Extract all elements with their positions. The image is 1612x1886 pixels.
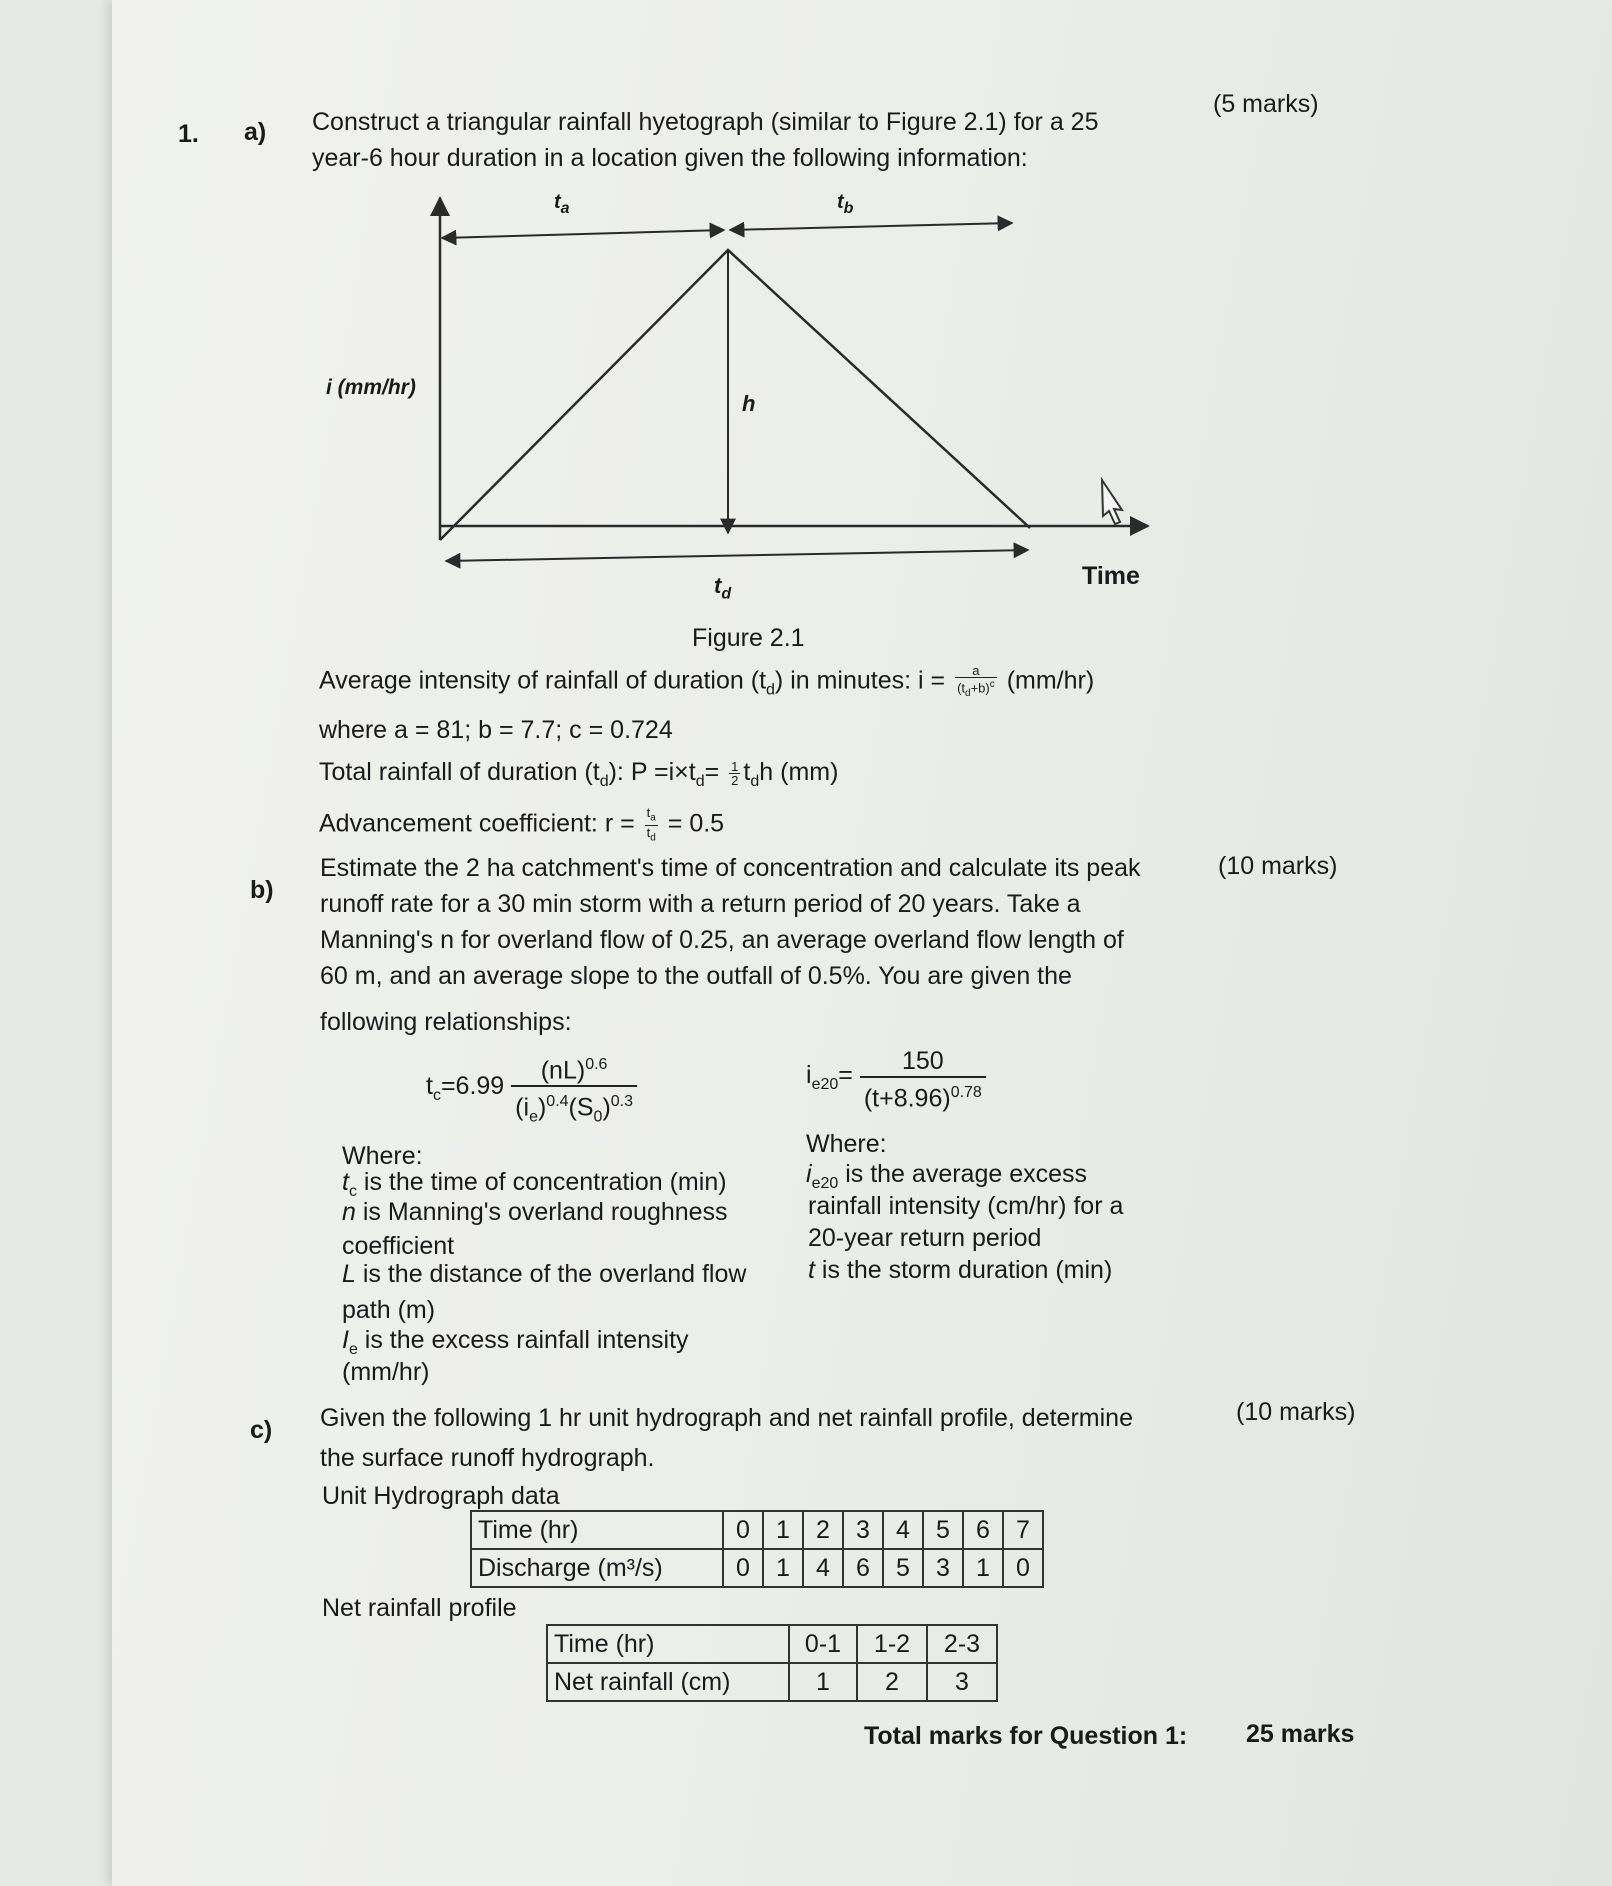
uh-time-cell: 7 — [1003, 1511, 1043, 1549]
uh-discharge-cell: 0 — [723, 1549, 763, 1587]
uh-time-cell: 1 — [763, 1511, 803, 1549]
part-b-line3: Manning's n for overland flow of 0.25, an average overland flow length of — [320, 926, 1124, 954]
part-a-marks: (5 marks) — [1213, 90, 1319, 118]
part-a-line2: year-6 hour duration in a location given the following information: — [312, 144, 1028, 172]
uh-discharge-cell: 3 — [923, 1549, 963, 1587]
net-rainfall-title: Net rainfall profile — [322, 1594, 517, 1622]
uh-discharge-cell: 0 — [1003, 1549, 1043, 1587]
nr-time-cell: 1-2 — [857, 1625, 927, 1663]
where-left-tc: $t_c$ is the time of concentration (min) — [342, 1168, 727, 1200]
where-left-units: (mm/hr) — [342, 1358, 430, 1386]
unit-hydrograph-title: Unit Hydrograph data — [322, 1482, 560, 1510]
where-left-n: n is Manning's overland roughness — [342, 1198, 728, 1226]
where-left-path: path (m) — [342, 1296, 436, 1324]
intensity-formula: Average intensity of rainfall of duration $(t_d)$ in minutes: i = $\frac{a}{(t_d+b)^c}$ (mm/hr) — [319, 663, 1095, 699]
height-label: h — [742, 391, 756, 416]
where-right-intensity: rainfall intensity (cm/hr) for a — [808, 1192, 1124, 1220]
td-label: $t_d$ — [714, 573, 732, 603]
uh-time-cell: 4 — [883, 1511, 923, 1549]
x-axis-label: Time — [1082, 562, 1140, 590]
uh-time-cell: 6 — [963, 1511, 1003, 1549]
where-left-coefficient: coefficient — [342, 1232, 455, 1260]
nr-time-header: Time (hr) — [547, 1625, 789, 1663]
uh-time-cell: 2 — [803, 1511, 843, 1549]
ta-arrow — [442, 230, 724, 238]
total-marks-label: Total marks for Question 1: — [864, 1722, 1188, 1750]
where-right-period: 20-year return period — [808, 1224, 1042, 1252]
uh-discharge-cell: 1 — [763, 1549, 803, 1587]
nr-time-cell: 2-3 — [927, 1625, 997, 1663]
table-row — [471, 1549, 1043, 1587]
td-arrow — [446, 550, 1028, 561]
part-b-label: b) — [250, 876, 274, 904]
question-number: 1. — [178, 120, 199, 148]
coefficients-text: where a = 81; b = 7.7; c = 0.724 — [319, 716, 673, 744]
part-b-marks: (10 marks) — [1218, 852, 1338, 880]
where-right-title: Where: — [806, 1130, 887, 1158]
total-marks-value: 25 marks — [1246, 1720, 1355, 1748]
part-c-label: c) — [250, 1416, 273, 1444]
uh-discharge-cell: 6 — [843, 1549, 883, 1587]
net-rainfall-table — [546, 1624, 998, 1702]
total-rainfall-formula: Total rainfall of duration $(t_d)$: $P =i\times t_d=$ $\frac{1}{2}$ $t_dh$ (mm) — [319, 758, 839, 790]
part-b-line2: runoff rate for a 30 min storm with a return period of 20 years. Take a — [320, 890, 1081, 918]
y-axis-label: i (mm/hr) — [326, 376, 416, 399]
uh-time-header: Time (hr) — [471, 1511, 723, 1549]
tb-label: $t_b$ — [837, 191, 854, 217]
part-a-label: a) — [244, 118, 267, 146]
nr-rain-cell: 2 — [857, 1663, 927, 1701]
part-a-line1: Construct a triangular rainfall hyetograph (similar to Figure 2.1) for a 25 — [312, 108, 1099, 136]
where-right-t: t is the storm duration (min) — [808, 1256, 1113, 1284]
uh-discharge-header: Discharge (m³/s) — [471, 1549, 723, 1587]
part-c-marks: (10 marks) — [1236, 1398, 1356, 1426]
where-left-ie: $I_e$ is the excess rainfall intensity — [342, 1326, 689, 1358]
part-c-line1: Given the following 1 hr unit hydrograph and net rainfall profile, determine — [320, 1404, 1133, 1432]
uh-discharge-cell: 4 — [803, 1549, 843, 1587]
part-b-line1: Estimate the 2 ha catchment's time of concentration and calculate its peak — [320, 854, 1141, 882]
uh-time-cell: 0 — [723, 1511, 763, 1549]
mouse-cursor-icon — [1102, 480, 1122, 524]
part-c-line2: the surface runoff hydrograph. — [320, 1444, 655, 1472]
table-row — [471, 1511, 1043, 1549]
where-left-L: L is the distance of the overland flow — [342, 1260, 747, 1288]
uh-discharge-cell: 1 — [963, 1549, 1003, 1587]
part-b-line4: 60 m, and an average slope to the outfall of 0.5%. You are given the — [320, 962, 1072, 990]
where-left-title: Where: — [342, 1142, 423, 1170]
nr-time-cell: 0-1 — [789, 1625, 857, 1663]
table-row — [547, 1625, 997, 1663]
nr-rain-cell: 1 — [789, 1663, 857, 1701]
part-b-line5: following relationships: — [320, 1008, 572, 1036]
nr-rain-header: Net rainfall (cm) — [547, 1663, 789, 1701]
unit-hydrograph-table — [470, 1510, 1044, 1588]
table-row — [547, 1663, 997, 1701]
figure-caption: Figure 2.1 — [692, 624, 805, 652]
ta-label: $t_a$ — [554, 191, 570, 217]
hyetograph-svg — [318, 188, 1198, 608]
uh-time-cell: 5 — [923, 1511, 963, 1549]
tc-equation: $t_c=6.99$ $\frac{(nL)^{0.6}}{(i_e)^{0.4}(S_0)^{0.3}}$ — [426, 1050, 637, 1133]
advancement-coefficient: Advancement coefficient: r = $\frac{t_a}{t_d}$ = 0.5 — [319, 805, 725, 844]
where-right-ie20: $i_{e20}$ is the average excess — [806, 1160, 1088, 1192]
hyetograph-figure — [318, 188, 1198, 608]
hyetograph-triangle — [440, 250, 1030, 540]
tb-arrow — [730, 223, 1012, 230]
nr-rain-cell: 3 — [927, 1663, 997, 1701]
uh-discharge-cell: 5 — [883, 1549, 923, 1587]
ie20-equation: $i_{e20}=$ $\frac{150}{(t+8.96)^{0.78}}$ — [806, 1046, 986, 1113]
uh-time-cell: 3 — [843, 1511, 883, 1549]
